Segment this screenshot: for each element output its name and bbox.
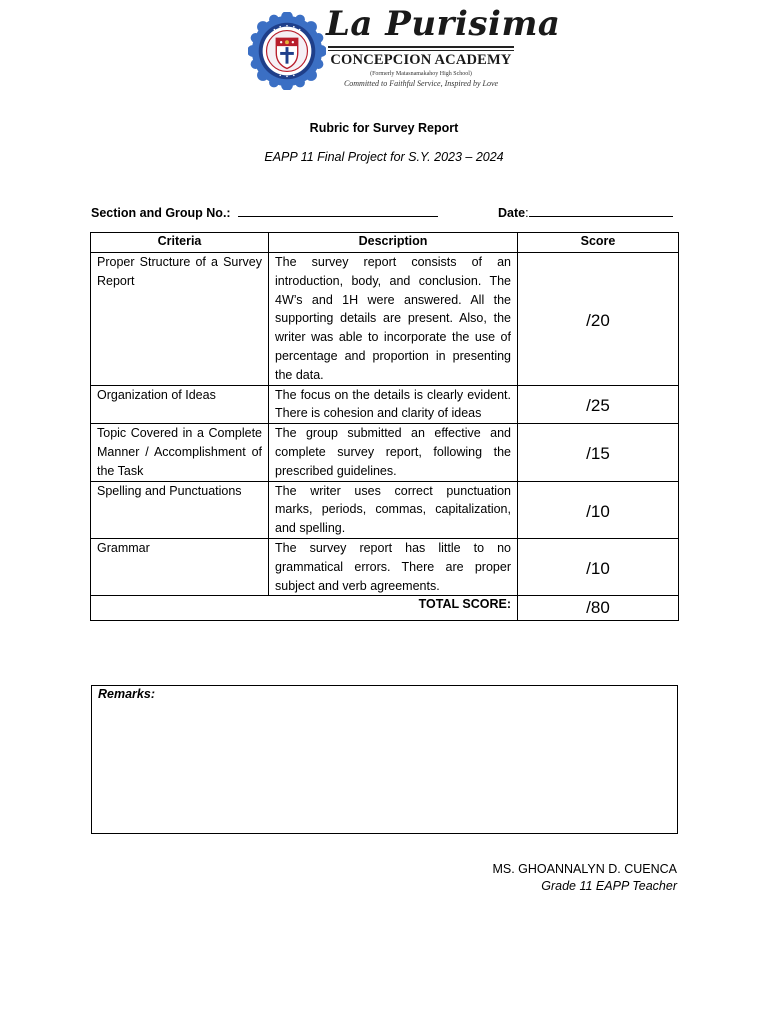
table-row (91, 424, 679, 481)
criteria-cell: Topic Covered in a Complete Manner / Accomplishment of the Task (91, 424, 269, 481)
table-row (91, 481, 679, 538)
section-group-blank[interactable] (238, 206, 438, 217)
school-motto: Committed to Faithful Service, Inspired by Love (343, 79, 499, 88)
date-field (498, 206, 673, 220)
criteria-header: Criteria (91, 233, 269, 253)
description-cell: The survey report consists of an introduction, body, and conclusion. The 4W’s and 1H were answered. All the supporting details are present. Also, the writer was able to incorporate the use of percentage and proportion in presenting the data. (269, 253, 518, 386)
letterhead (248, 4, 561, 96)
score-cell[interactable]: /10 (518, 538, 679, 595)
date-blank[interactable] (529, 206, 673, 217)
school-seal-logo (248, 12, 326, 90)
date-label: Date (498, 206, 526, 220)
school-name: CONCEPCION ACADEMY (330, 52, 512, 68)
table-row (91, 538, 679, 595)
criteria-cell: Organization of Ideas (91, 385, 269, 424)
section-group-field (91, 206, 438, 220)
date-colon: : (525, 206, 529, 220)
total-score-cell[interactable]: /80 (518, 596, 679, 621)
total-score-label: TOTAL SCORE: (91, 596, 518, 621)
table-header-row (91, 233, 679, 253)
score-cell[interactable]: /10 (518, 481, 679, 538)
total-row (91, 596, 679, 621)
criteria-cell: Spelling and Punctuations (91, 481, 269, 538)
wordmark-rule-thin (328, 50, 514, 51)
description-cell: The writer uses correct punctuation marks, periods, commas, capitalization, and spelling. (269, 481, 518, 538)
school-script-name: La Purisima (326, 4, 561, 44)
table-row (91, 253, 679, 386)
remarks-box[interactable] (91, 685, 678, 834)
teacher-name: MS. GHOANNALYN D. CUENCA (492, 862, 677, 876)
score-cell[interactable]: /25 (518, 385, 679, 424)
score-cell[interactable]: /15 (518, 424, 679, 481)
criteria-cell: Proper Structure of a Survey Report (91, 253, 269, 386)
document-title: Rubric for Survey Report (309, 121, 459, 135)
document-subtitle: EAPP 11 Final Project for S.Y. 2023 – 2024 (264, 150, 504, 164)
table-row (91, 385, 679, 424)
description-cell: The group submitted an effective and complete survey report, following the prescribed guidelines. (269, 424, 518, 481)
remarks-label: Remarks: (98, 687, 155, 701)
score-header: Score (518, 233, 679, 253)
section-group-label: Section and Group No.: (91, 206, 231, 220)
score-cell[interactable]: /20 (518, 253, 679, 386)
wordmark-rule (328, 46, 514, 48)
criteria-cell: Grammar (91, 538, 269, 595)
description-header: Description (269, 233, 518, 253)
teacher-role: Grade 11 EAPP Teacher (541, 879, 677, 893)
description-cell: The survey report has little to no grammatical errors. There are proper subject and verb agreements. (269, 538, 518, 595)
school-former-name: (Formerly Matasnamakahoy High School) (370, 71, 472, 77)
rubric-table (90, 232, 679, 621)
description-cell: The focus on the details is clearly evident. There is cohesion and clarity of ideas (269, 385, 518, 424)
